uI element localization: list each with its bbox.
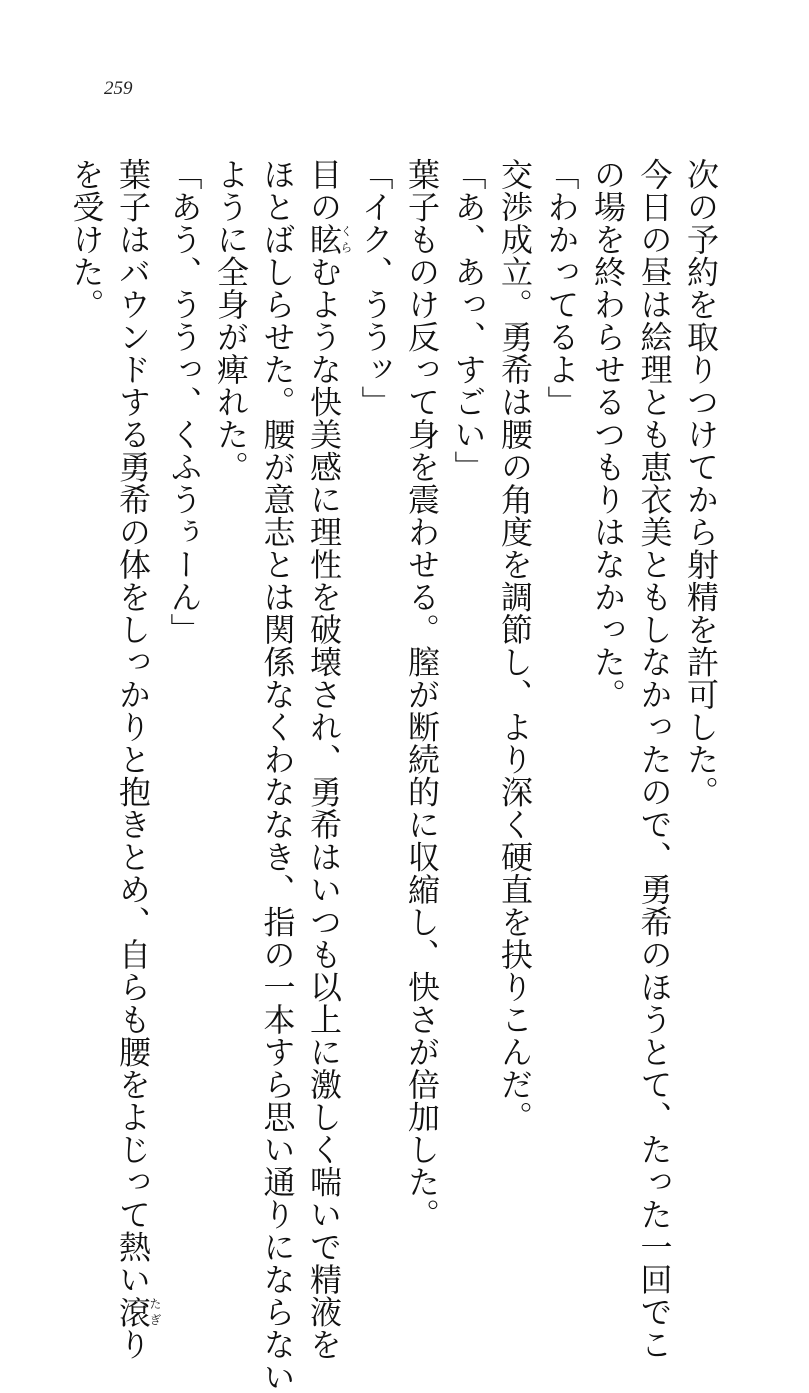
ruby-reading: くら [339, 223, 353, 256]
ruby-annotated-word [305, 223, 353, 256]
text-line [301, 158, 353, 1361]
text-line: ほとばしらせた。腰が意志とは関係なくわななき、指の一本すら思い通りにならない [258, 158, 297, 1393]
text-line: 葉子ものけ反って身を震わせる。膣が断続的に収縮し、快さが倍加した。 [403, 158, 441, 1231]
ruby-reading: たぎ [148, 1295, 162, 1328]
text-line: 「イク、ううッ」 [356, 158, 395, 418]
novel-text-block [63, 158, 724, 1393]
text-line: 交渉成立。勇希は腰の角度を調節し、より深く硬直を抉りこんだ。 [496, 158, 534, 1133]
text-segment: 葉子はバウンドする勇希の体をしっかりと抱きとめ、自らも腰をよじって熱い [114, 158, 152, 1296]
text-segment: り [114, 1328, 152, 1361]
text-line: を受けた。 [67, 158, 106, 321]
text-line: の場を終わらせるつもりはなかった。 [589, 158, 627, 711]
text-segment: 目の [305, 158, 343, 223]
text-line [110, 158, 162, 1361]
text-line: 次の予約を取りつけてから射精を許可した。 [682, 158, 720, 808]
text-segment: むような快美感に理性を破壊され、勇希はいつも以上に激しく喘いで精液を [305, 255, 343, 1361]
ruby-base: 眩 [305, 223, 343, 256]
ruby-annotated-word [114, 1295, 162, 1329]
text-line: 今日の昼は絵理とも恵衣美ともしなかったので、勇希のほうとて、たった一回でこ [635, 158, 674, 1361]
ruby-base: 滾 [114, 1295, 152, 1328]
page-number: 259 [104, 78, 133, 99]
text-line: 「あう、ううっ、くふうぅーん」 [165, 158, 204, 646]
text-line: 「わかってるよ」 [542, 158, 581, 418]
text-line: 「あ、あっ、すごい」 [449, 158, 488, 483]
text-line: ように全身が痺れた。 [212, 158, 250, 483]
